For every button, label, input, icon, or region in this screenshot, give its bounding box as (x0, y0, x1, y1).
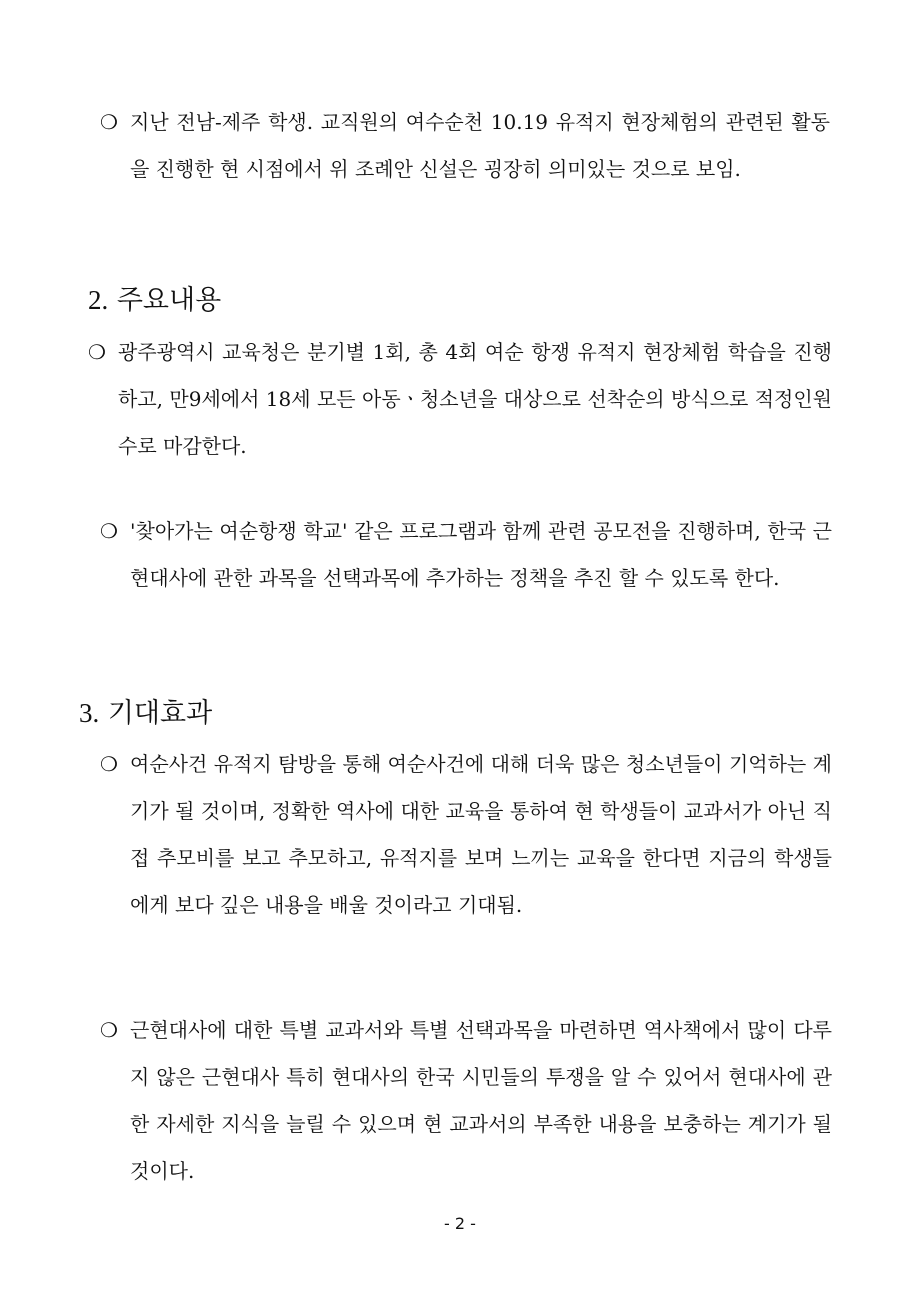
page-number: - 2 - (444, 1214, 476, 1233)
main-content-bullet (100, 508, 832, 602)
section-title: 주요내용 (116, 285, 222, 316)
intro-bullet-text: 지난 전남-제주 학생. 교직원의 여수순천 10.19 유적지 현장체험의 관련된 활동을 진행한 현 시점에서 위 조례안 신설은 굉장히 의미있는 것으로 보임. (130, 110, 830, 181)
section-number: 2. (88, 285, 109, 315)
bullet-circle-icon: ❍ (100, 752, 118, 776)
section-heading-main-content (88, 283, 221, 318)
section-number: 3. (79, 698, 100, 728)
expected-effects-bullet (100, 1007, 832, 1195)
bullet-circle-icon: ❍ (100, 110, 118, 134)
main-content-bullet (88, 329, 832, 470)
section-heading-expected-effects (79, 696, 212, 731)
bullet-circle-icon: ❍ (100, 519, 118, 543)
bullet-text: 근현대사에 대한 특별 교과서와 특별 선택과목을 마련하면 역사책에서 많이 다루지 않은 근현대사 특히 현대사의 한국 시민들의 투쟁을 알 수 있어서 현대사에 관한 자세한 지식을 늘릴 수 있으며 현 교과서의 부족한 내용을 보충하는 계기가 될 것이다. (130, 1018, 832, 1183)
bullet-circle-icon: ❍ (100, 1018, 118, 1042)
intro-bullet (100, 99, 830, 193)
bullet-text: '찾아가는 여순항쟁 학교' 같은 프로그램과 함께 관련 공모전을 진행하며, 한국 근현대사에 관한 과목을 선택과목에 추가하는 정책을 추진 할 수 있도록 한다. (130, 519, 832, 590)
bullet-circle-icon: ❍ (88, 340, 106, 364)
bullet-text: 여순사건 유적지 탐방을 통해 여순사건에 대해 더욱 많은 청소년들이 기억하는 계기가 될 것이며, 정확한 역사에 대한 교육을 통하여 현 학생들이 교과서가 아닌 직접 추모비를 보고 추모하고, 유적지를 보며 느끼는 교육을 한다면 지금의 학생들에게 보다 깊은 내용을 배울 것이라고 기대됨. (130, 752, 832, 917)
section-title: 기대효과 (107, 698, 213, 729)
bullet-text: 광주광역시 교육청은 분기별 1회, 총 4회 여순 항쟁 유적지 현장체험 학습을 진행하고, 만9세에서 18세 모든 아동ㆍ청소년을 대상으로 선착순의 방식으로 적정인원수로 마감한다. (118, 340, 832, 458)
expected-effects-bullet (100, 741, 832, 929)
